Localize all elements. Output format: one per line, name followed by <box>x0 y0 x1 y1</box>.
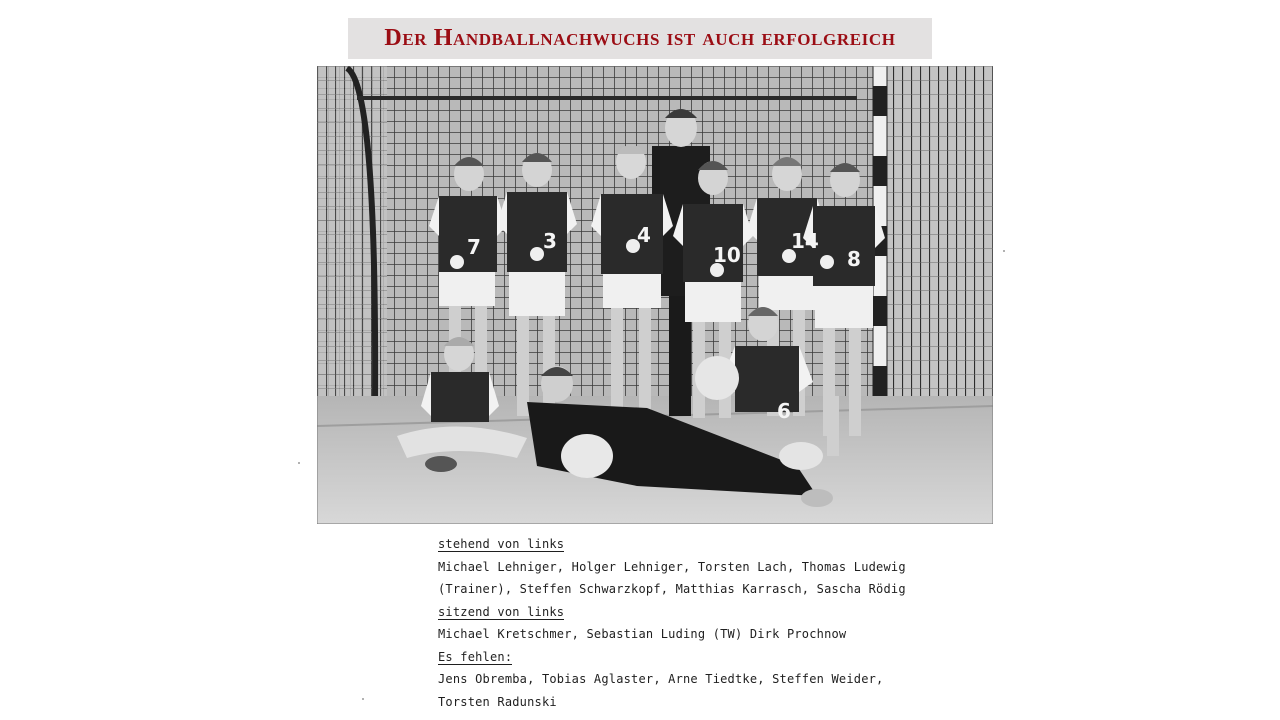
team-photo <box>317 66 993 524</box>
jersey-number-4: 4 <box>637 223 651 247</box>
missing-names-line-2: Torsten Radunski <box>438 694 557 709</box>
sitting-names-line-1: Michael Kretschmer, Sebastian Luding (TW) Dirk Prochnow <box>438 627 847 641</box>
jersey-number-3: 3 <box>543 229 557 253</box>
team-photo-drawing <box>317 66 993 524</box>
jersey-number-6: 6 <box>777 399 791 423</box>
missing-names-line-1: Jens Obremba, Tobias Aglaster, Arne Tiedtke, Steffen Weider, <box>438 672 884 686</box>
photo-caption <box>438 533 958 713</box>
jersey-number-14: 14 <box>791 229 819 253</box>
page-title: Der Handballnachwuchs ist auch erfolgreich <box>384 25 896 51</box>
standing-names-line-1: Michael Lehniger, Holger Lehniger, Torsten Lach, Thomas Ludewig <box>438 559 906 574</box>
missing-heading: Es fehlen: <box>438 649 513 664</box>
scan-speck <box>298 462 300 464</box>
scan-speck <box>1003 250 1005 252</box>
scan-speck <box>362 698 364 700</box>
standing-names-line-2: (Trainer), Steffen Schwarzkopf, Matthias Karrasch, Sascha Rödig <box>438 582 906 596</box>
sitting-heading: sitzend von links <box>438 604 565 619</box>
jersey-number-7: 7 <box>467 235 481 259</box>
standing-heading: stehend von links <box>438 537 565 551</box>
jersey-number-8: 8 <box>847 247 861 271</box>
title-banner <box>348 18 932 59</box>
jersey-number-10: 10 <box>713 243 741 267</box>
